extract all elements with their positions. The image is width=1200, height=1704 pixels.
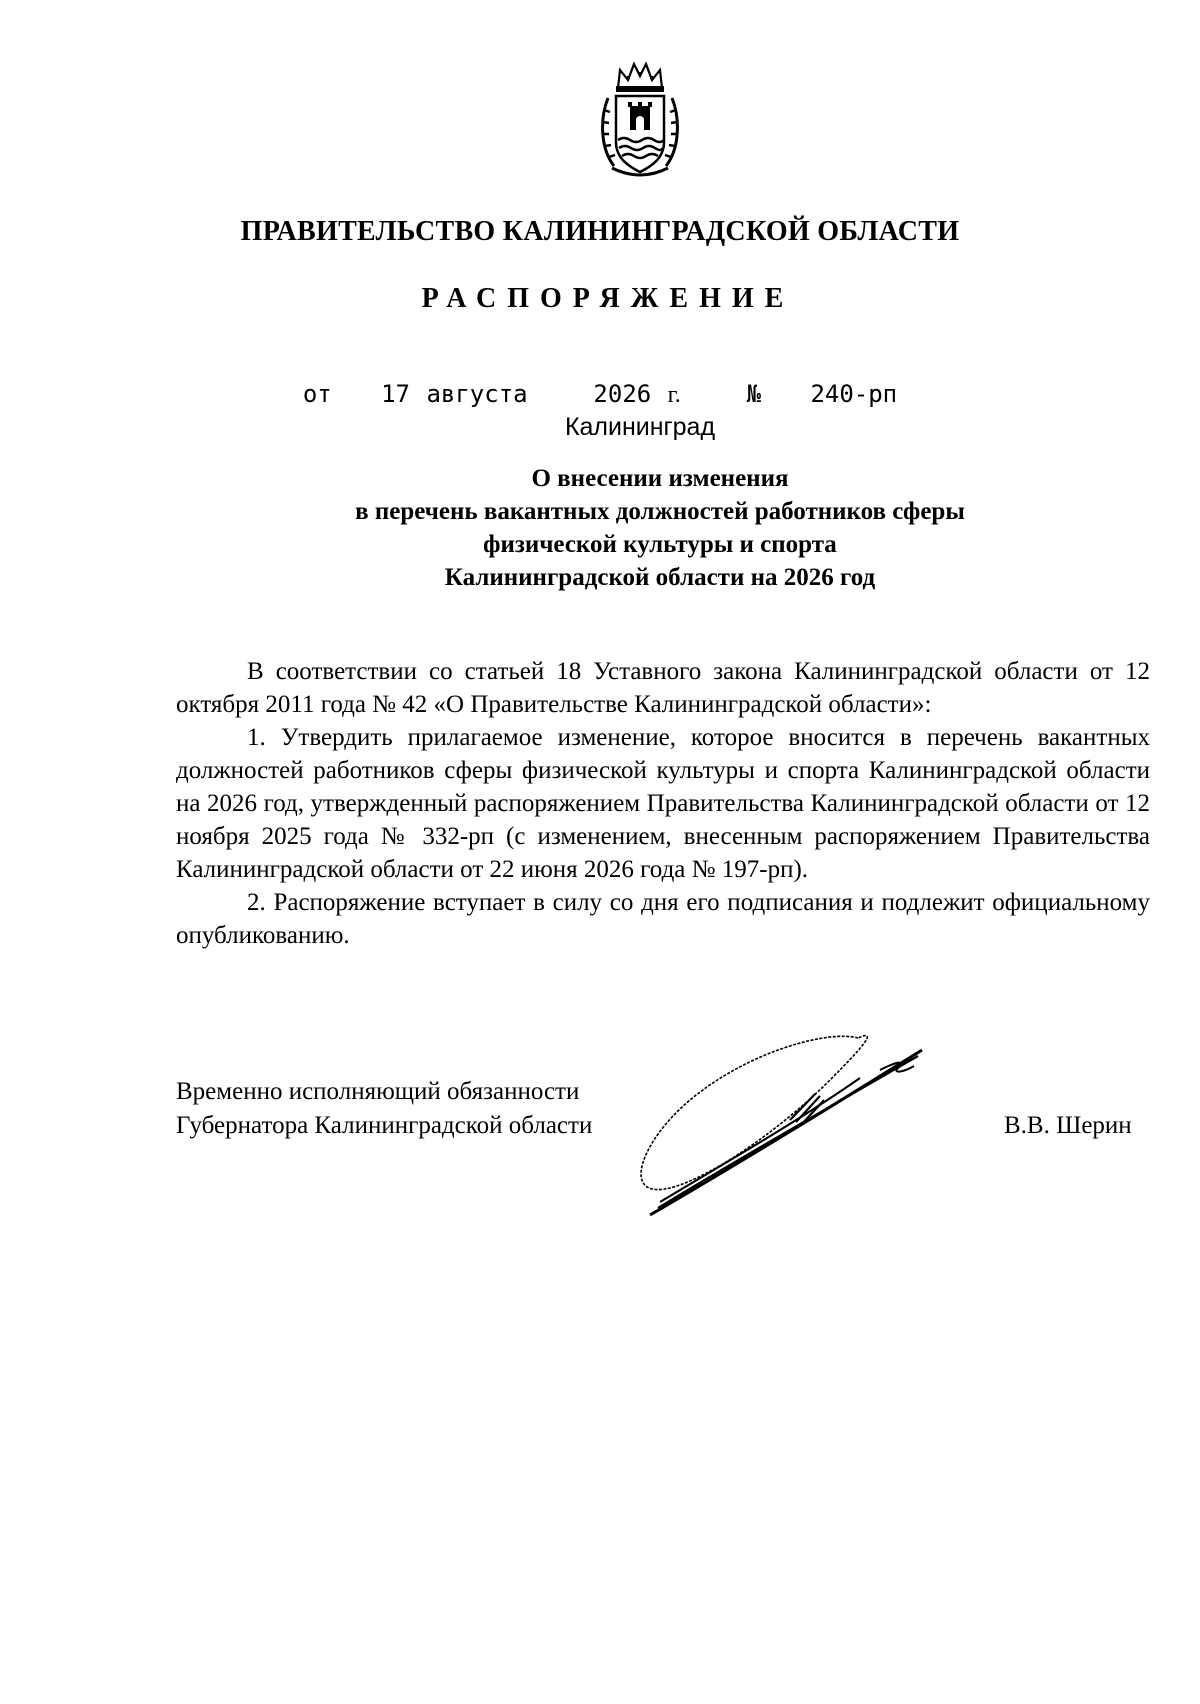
- document-date-number: [0, 380, 1200, 409]
- item-2-paragraph: 2. Распоряжение вступает в силу со дня его подписания и подлежит официальному опубликованию.: [176, 889, 1150, 949]
- subject-line: физической культуры и спорта: [483, 531, 837, 558]
- signatory-position: [176, 1075, 592, 1143]
- signatory-name: В.В. Шерин: [1004, 1112, 1132, 1139]
- item-1-paragraph: 1. Утвердить прилагаемое изменение, которое вносится в перечень вакантных должностей работников сферы физической культуры и спорта Калининградской области на 2026 год, утвержденный распоряжением Правительства Калининградской области от 12 ноября 2025 года № 332-рп (с изменением, внесенным распоряжением Правительства Калининградской области от 22 июня 2026 года № 197-рп).: [176, 724, 1150, 883]
- subject-line: в перечень вакантных должностей работников сферы: [355, 498, 965, 525]
- document-number: 240-рп: [810, 380, 898, 408]
- preamble-paragraph: В соответствии со статьей 18 Уставного закона Калининградской области от 12 октября 2011 года № 42 «О Правительстве Калининградской области»:: [176, 658, 1150, 718]
- year-suffix: г.: [667, 382, 681, 408]
- subject-line: О внесении изменения: [531, 465, 789, 492]
- subject-line: Калининградской области на 2026 год: [444, 564, 876, 591]
- document-year: 2026: [593, 380, 652, 408]
- position-line: Временно исполняющий обязанности: [176, 1078, 580, 1105]
- document-subject: [300, 462, 1020, 594]
- handwritten-signature-icon: [630, 1010, 970, 1220]
- document-date: 17 августа: [381, 380, 528, 408]
- position-line: Губернатора Калининградской области: [176, 1112, 593, 1139]
- coat-of-arms-icon: [592, 58, 688, 182]
- organization-title: ПРАВИТЕЛЬСТВО КАЛИНИНГРАДСКОЙ ОБЛАСТИ: [240, 216, 960, 247]
- document-body: [176, 655, 1150, 952]
- document-type-title: РАСПОРЯЖЕНИЕ: [421, 283, 795, 314]
- number-sign: №: [746, 380, 762, 408]
- document-city: Калининград: [564, 413, 716, 441]
- date-prefix: от: [302, 380, 332, 408]
